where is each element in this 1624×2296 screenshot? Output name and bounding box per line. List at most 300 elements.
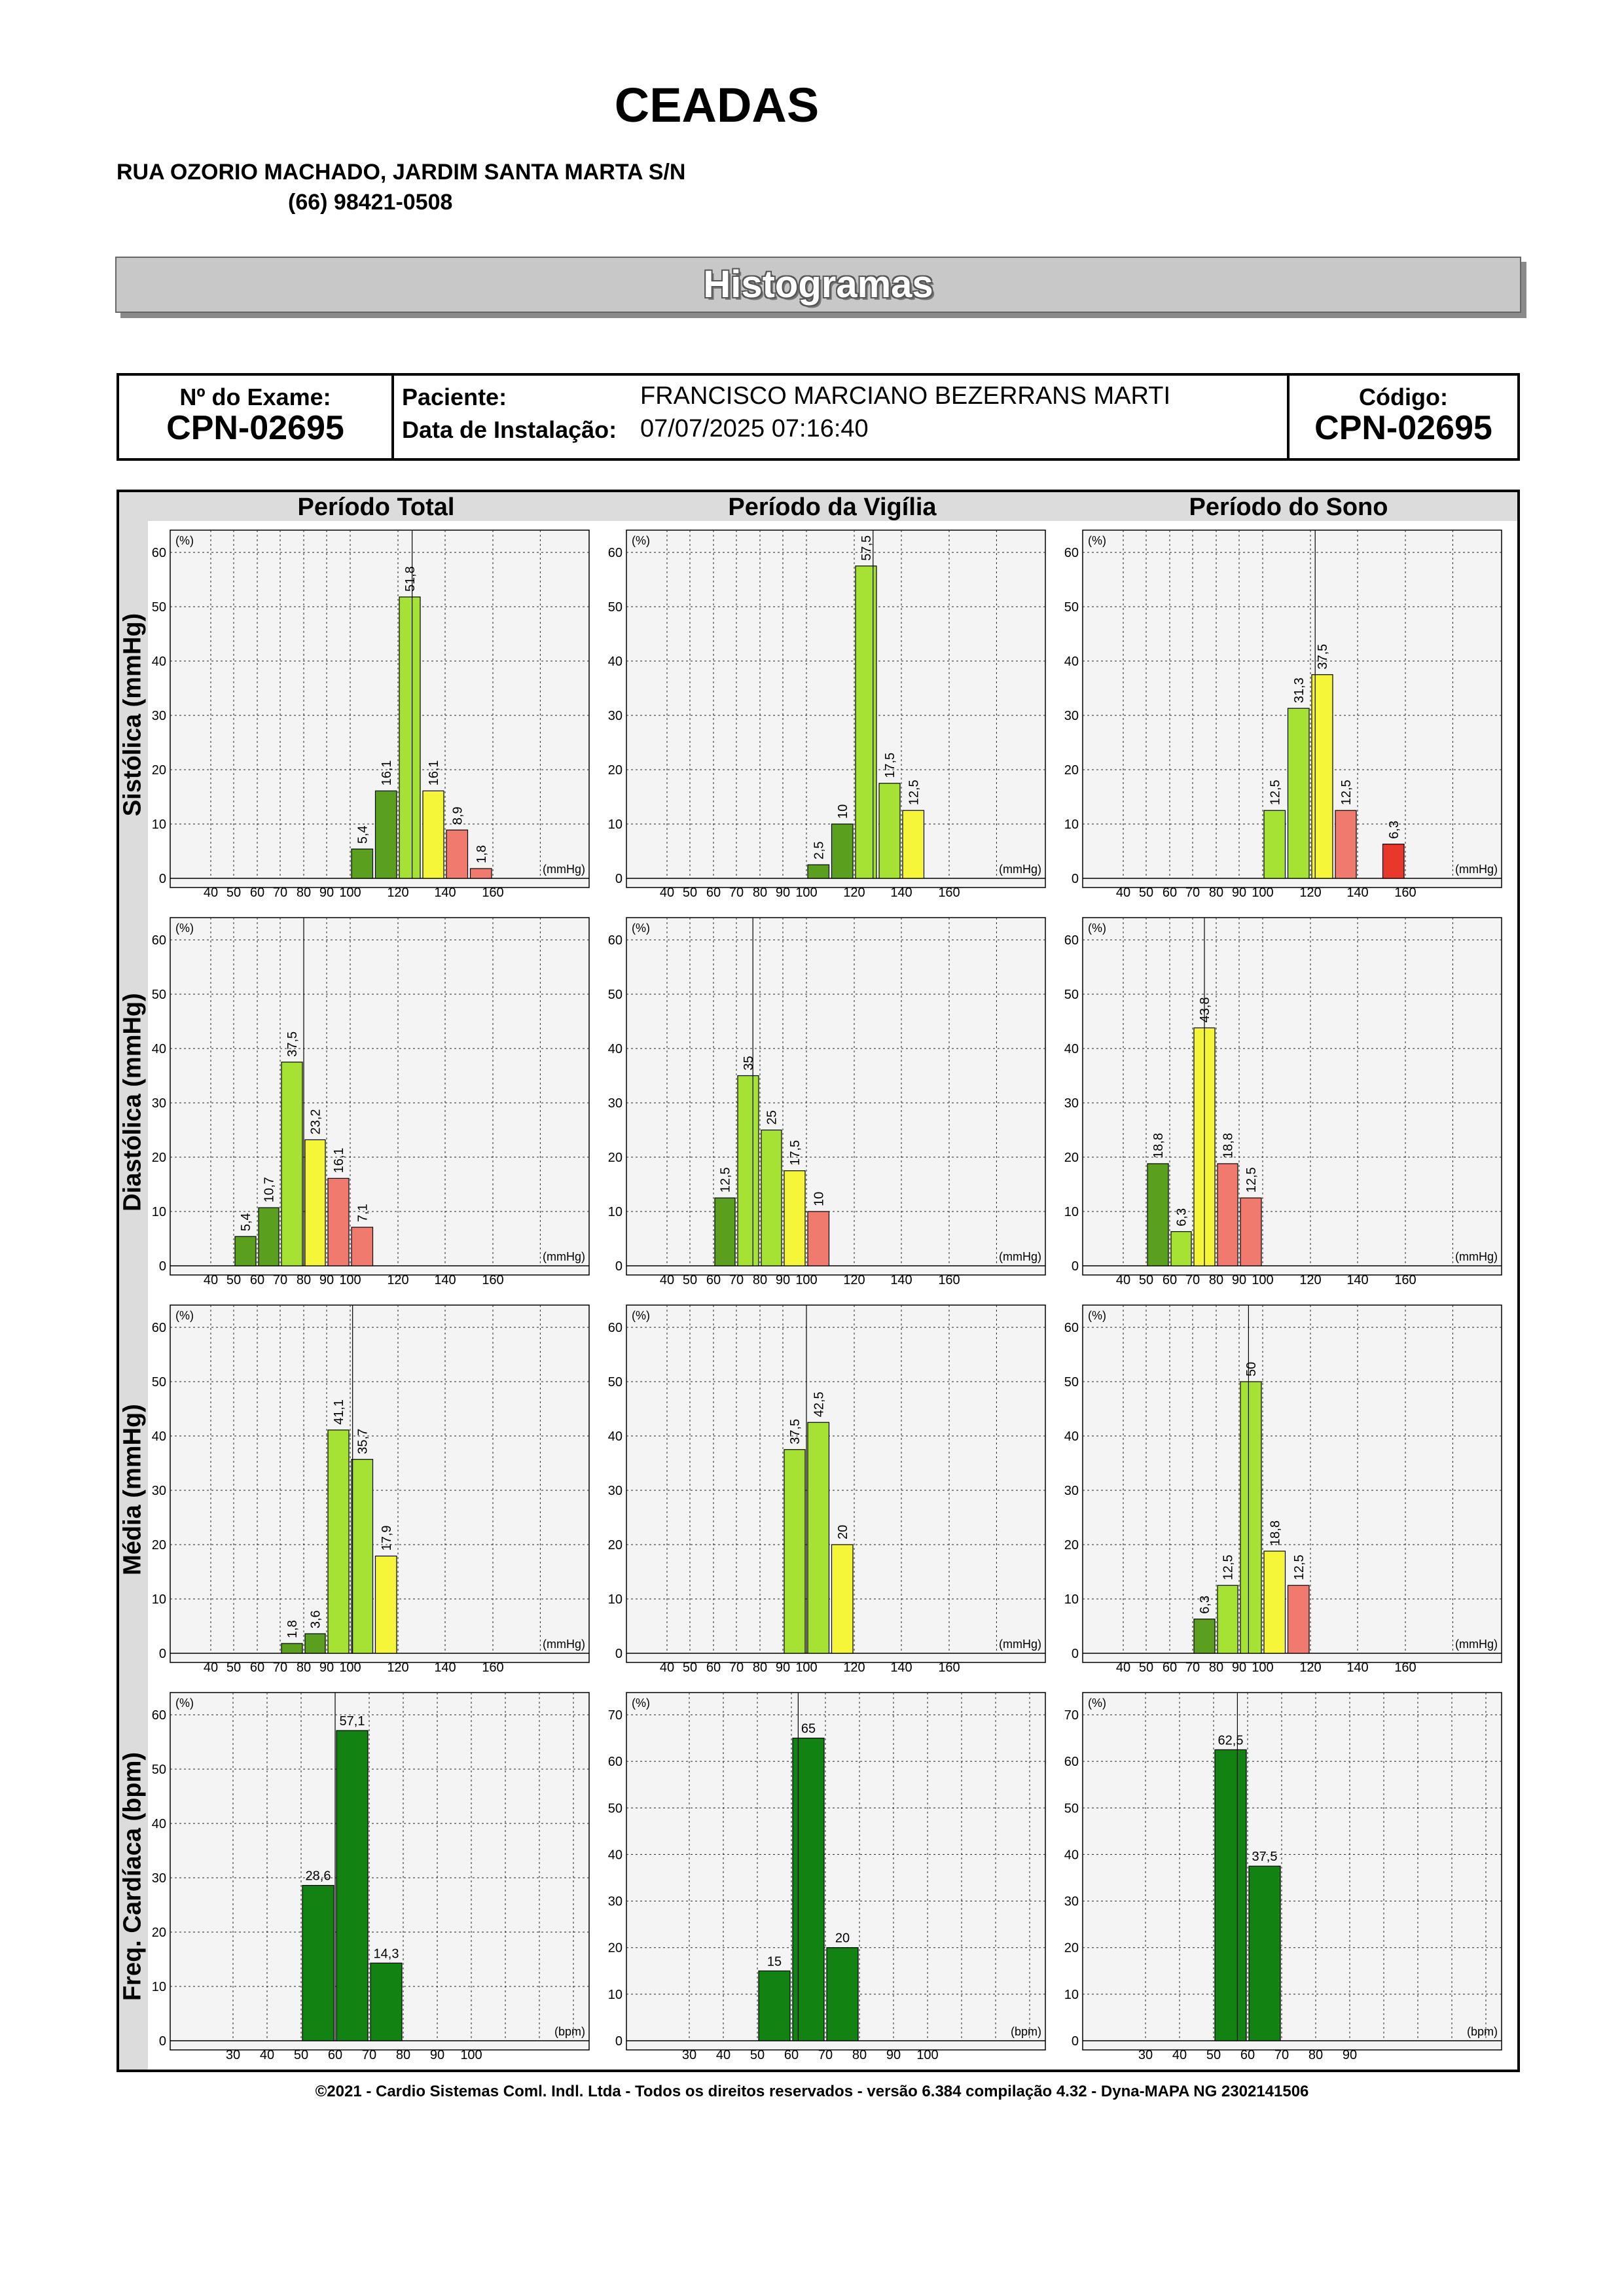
histogram-bar <box>302 1886 334 2041</box>
x-tick-label: 90 <box>775 886 791 900</box>
x-tick-label: 40 <box>1115 1273 1131 1287</box>
clinic-name: CEADAS <box>614 78 820 132</box>
y-tick-label: 10 <box>607 1205 623 1219</box>
y-tick-label: 40 <box>151 1429 166 1444</box>
y-tick-label: 70 <box>1064 1708 1079 1723</box>
info-divider <box>391 376 394 458</box>
bar-value-label: 20 <box>835 1931 850 1946</box>
row-title-freq-cardiaca: Freq. Cardíaca (bpm) <box>118 1751 147 2001</box>
bar-value-label: 12,5 <box>1339 780 1354 806</box>
y-tick-label: 50 <box>607 988 623 1002</box>
section-banner <box>115 257 1521 313</box>
bar-value-label: 62,5 <box>1218 1733 1244 1748</box>
y-tick-label: 20 <box>151 763 166 778</box>
x-tick-label: 70 <box>1274 2048 1290 2062</box>
histogram-bar <box>1240 1198 1261 1266</box>
x-tick-label: 50 <box>682 886 698 900</box>
y-unit-label: (%) <box>175 1696 194 1710</box>
y-tick-label: 10 <box>607 817 623 832</box>
bar-value-label: 6,3 <box>1198 1595 1212 1614</box>
histogram-bar <box>759 1971 790 2041</box>
x-unit-label: (mmHg) <box>999 863 1041 876</box>
y-tick-label: 40 <box>151 655 166 669</box>
x-tick-label: 160 <box>938 1273 960 1287</box>
x-tick-label: 100 <box>1252 886 1274 900</box>
patient-name: FRANCISCO MARCIANO BEZERRANS MARTI <box>640 382 1171 410</box>
x-tick-label: 70 <box>729 1660 744 1675</box>
histogram-bar <box>1240 1382 1261 1653</box>
x-tick-label: 70 <box>272 1273 288 1287</box>
histogram-bar <box>793 1738 824 2041</box>
histogram-bar <box>305 1139 325 1266</box>
histogram-4 <box>604 908 1060 1296</box>
y-tick-label: 10 <box>151 817 166 832</box>
y-tick-label: 20 <box>607 763 623 778</box>
x-tick-label: 160 <box>938 886 960 900</box>
x-tick-label: 120 <box>1299 1660 1322 1675</box>
x-tick-label: 90 <box>319 886 334 900</box>
x-tick-label: 120 <box>387 1660 409 1675</box>
y-unit-label: (%) <box>1088 1696 1106 1710</box>
x-tick-label: 40 <box>259 2048 275 2062</box>
x-tick-label: 70 <box>272 886 288 900</box>
x-tick-label: 70 <box>272 1660 288 1675</box>
y-tick-label: 0 <box>615 1647 623 1661</box>
exam-number-label: Nº do Exame: <box>179 384 331 410</box>
histogram-5 <box>1060 908 1517 1296</box>
histogram-bar <box>808 1211 829 1266</box>
y-tick-label: 20 <box>151 1538 166 1552</box>
y-tick-label: 30 <box>607 709 623 723</box>
y-tick-label: 30 <box>607 1096 623 1111</box>
x-tick-label: 100 <box>339 886 361 900</box>
bar-value-label: 20 <box>835 1524 850 1539</box>
bar-value-label: 1,8 <box>285 1620 300 1639</box>
y-tick-label: 70 <box>607 1708 623 1723</box>
y-tick-label: 0 <box>158 1647 166 1661</box>
exam-number: CPN-02695 <box>166 409 344 447</box>
x-tick-label: 90 <box>1231 1660 1247 1675</box>
y-tick-label: 10 <box>607 1592 623 1607</box>
x-tick-label: 30 <box>681 2048 697 2062</box>
install-date: 07/07/2025 07:16:40 <box>640 415 869 442</box>
x-tick-label: 80 <box>752 886 768 900</box>
y-tick-label: 10 <box>607 1987 623 2002</box>
bar-value-label: 12,5 <box>718 1167 733 1193</box>
x-tick-label: 140 <box>1346 1273 1369 1287</box>
x-tick-label: 140 <box>434 1660 456 1675</box>
x-tick-label: 80 <box>395 2048 411 2062</box>
x-tick-label: 90 <box>886 2048 901 2062</box>
y-tick-label: 60 <box>151 1321 166 1335</box>
histogram-bar <box>784 1450 805 1653</box>
x-tick-label: 50 <box>293 2048 309 2062</box>
bar-value-label: 12,5 <box>1221 1554 1236 1581</box>
x-tick-label: 50 <box>749 2048 765 2062</box>
y-tick-label: 20 <box>1064 763 1079 778</box>
x-tick-label: 40 <box>715 2048 731 2062</box>
histogram-3 <box>148 908 604 1296</box>
y-tick-label: 40 <box>607 655 623 669</box>
y-tick-label: 30 <box>607 1894 623 1909</box>
histogram-bar <box>328 1430 349 1653</box>
bar-value-label: 1,8 <box>474 845 489 864</box>
histogram-bar <box>328 1178 349 1266</box>
y-tick-label: 60 <box>607 546 623 560</box>
x-tick-label: 80 <box>852 2048 867 2062</box>
x-tick-label: 120 <box>843 1273 865 1287</box>
bar-value-label: 16,1 <box>332 1147 346 1174</box>
histogram-bar <box>370 1963 402 2041</box>
y-tick-label: 10 <box>151 1205 166 1219</box>
x-tick-label: 100 <box>339 1660 361 1675</box>
x-tick-label: 40 <box>1115 886 1131 900</box>
y-unit-label: (%) <box>632 922 650 935</box>
y-tick-label: 60 <box>151 1708 166 1723</box>
histogram-10 <box>604 1683 1060 2071</box>
histogram-8 <box>1060 1296 1517 1683</box>
x-tick-label: 70 <box>1185 886 1200 900</box>
x-tick-label: 50 <box>682 1273 698 1287</box>
code-value: CPN-02695 <box>1314 409 1492 447</box>
bar-value-label: 50 <box>1244 1361 1259 1376</box>
x-tick-label: 160 <box>482 886 504 900</box>
y-tick-label: 50 <box>1064 1375 1079 1390</box>
y-tick-label: 40 <box>1064 655 1079 669</box>
x-unit-label: (bpm) <box>1466 2025 1498 2038</box>
bar-value-label: 16,1 <box>427 760 441 786</box>
x-unit-label: (mmHg) <box>543 1250 585 1263</box>
y-tick-label: 0 <box>158 2034 166 2049</box>
y-tick-label: 30 <box>1064 709 1079 723</box>
x-tick-label: 90 <box>319 1660 334 1675</box>
x-tick-label: 120 <box>387 886 409 900</box>
row-title-sistolica: Sistólica (mmHg) <box>118 613 147 817</box>
x-tick-label: 140 <box>890 886 912 900</box>
bar-value-label: 37,5 <box>285 1031 300 1057</box>
y-tick-label: 20 <box>607 1151 623 1165</box>
histogram-bar <box>446 830 468 878</box>
y-tick-label: 10 <box>151 1592 166 1607</box>
y-tick-label: 40 <box>607 1429 623 1444</box>
histogram-bar <box>808 1422 829 1653</box>
y-tick-label: 10 <box>1064 1205 1079 1219</box>
histogram-11 <box>1060 1683 1517 2071</box>
column-title-sono: Período do Sono <box>1189 493 1388 521</box>
x-tick-label: 50 <box>226 1273 242 1287</box>
histogram-bar <box>1171 1232 1191 1266</box>
bar-value-label: 37,5 <box>1316 643 1330 670</box>
x-tick-label: 70 <box>1185 1660 1200 1675</box>
clinic-address: RUA OZORIO MACHADO, JARDIM SANTA MARTA S/N <box>117 160 686 185</box>
x-tick-label: 80 <box>296 886 312 900</box>
x-tick-label: 100 <box>795 886 818 900</box>
histogram-1 <box>604 521 1060 908</box>
x-tick-label: 60 <box>1240 2048 1255 2062</box>
bar-value-label: 17,9 <box>379 1525 394 1551</box>
y-tick-label: 20 <box>607 1538 623 1552</box>
y-tick-label: 60 <box>1064 546 1079 560</box>
x-tick-label: 160 <box>938 1660 960 1675</box>
bar-value-label: 28,6 <box>305 1869 331 1884</box>
bar-value-label: 37,5 <box>1252 1850 1278 1865</box>
y-tick-label: 50 <box>151 1763 166 1777</box>
histogram-bar <box>235 1236 256 1266</box>
y-tick-label: 0 <box>1071 872 1079 886</box>
x-tick-label: 40 <box>659 1273 675 1287</box>
y-tick-label: 10 <box>151 1980 166 1994</box>
code-label: Código: <box>1359 384 1448 410</box>
y-unit-label: (%) <box>632 1696 650 1710</box>
histogram-bar <box>399 597 420 878</box>
histogram-bar <box>832 824 854 878</box>
y-tick-label: 20 <box>1064 1151 1079 1165</box>
x-tick-label: 160 <box>1394 1273 1416 1287</box>
row-title-diastolica: Diastólica (mmHg) <box>118 993 147 1211</box>
x-tick-label: 90 <box>1342 2048 1358 2062</box>
y-tick-label: 60 <box>1064 1755 1079 1770</box>
y-tick-label: 40 <box>607 1042 623 1056</box>
bar-value-label: 23,2 <box>308 1109 323 1135</box>
x-tick-label: 120 <box>1299 886 1322 900</box>
y-unit-label: (%) <box>1088 922 1106 935</box>
x-unit-label: (bpm) <box>1010 2025 1041 2038</box>
x-tick-label: 60 <box>249 1660 265 1675</box>
x-tick-label: 140 <box>434 886 456 900</box>
y-tick-label: 60 <box>607 933 623 948</box>
y-unit-label: (%) <box>632 534 650 547</box>
x-tick-label: 100 <box>460 2048 482 2062</box>
y-tick-label: 0 <box>1071 1259 1079 1274</box>
x-tick-label: 50 <box>226 1660 242 1675</box>
histogram-bar <box>281 1643 302 1653</box>
y-tick-label: 20 <box>607 1941 623 1956</box>
x-tick-label: 60 <box>706 1660 721 1675</box>
histogram-bar <box>471 869 492 878</box>
x-tick-label: 100 <box>339 1273 361 1287</box>
x-tick-label: 60 <box>706 1273 721 1287</box>
histogram-bar <box>1147 1164 1168 1266</box>
x-tick-label: 140 <box>434 1273 456 1287</box>
x-tick-label: 60 <box>1162 1660 1178 1675</box>
y-tick-label: 30 <box>151 1096 166 1111</box>
x-unit-label: (mmHg) <box>543 1638 585 1651</box>
histogram-bar <box>376 1556 397 1653</box>
histogram-bar <box>259 1208 279 1266</box>
x-tick-label: 90 <box>1231 886 1247 900</box>
histogram-bar <box>352 849 373 878</box>
y-unit-label: (%) <box>1088 1309 1106 1322</box>
y-tick-label: 20 <box>1064 1538 1079 1552</box>
x-tick-label: 140 <box>1346 886 1369 900</box>
x-unit-label: (bpm) <box>554 2025 585 2038</box>
y-tick-label: 0 <box>1071 2034 1079 2049</box>
y-tick-label: 30 <box>1064 1484 1079 1498</box>
bar-value-label: 10,7 <box>262 1177 277 1203</box>
histogram-bar <box>352 1460 373 1653</box>
y-tick-label: 10 <box>1064 1592 1079 1607</box>
y-tick-label: 0 <box>615 872 623 886</box>
y-tick-label: 30 <box>151 709 166 723</box>
y-unit-label: (%) <box>175 534 194 547</box>
bar-value-label: 14,3 <box>373 1946 399 1962</box>
x-tick-label: 70 <box>729 886 744 900</box>
x-tick-label: 60 <box>784 2048 799 2062</box>
bar-value-label: 12,5 <box>1268 780 1283 806</box>
histogram-bar <box>1218 1164 1238 1266</box>
histogram-6 <box>148 1296 604 1683</box>
y-tick-label: 60 <box>1064 1321 1079 1335</box>
x-tick-label: 60 <box>327 2048 343 2062</box>
histogram-bar <box>1335 810 1356 878</box>
x-tick-label: 100 <box>795 1273 818 1287</box>
histogram-bar <box>1194 1619 1215 1653</box>
bar-value-label: 35 <box>742 1056 756 1071</box>
x-tick-label: 40 <box>659 886 675 900</box>
histogram-bar <box>808 865 829 878</box>
y-tick-label: 50 <box>1064 1801 1079 1816</box>
x-tick-label: 50 <box>226 886 242 900</box>
x-tick-label: 40 <box>203 1273 219 1287</box>
x-tick-label: 100 <box>795 1660 818 1675</box>
y-tick-label: 0 <box>158 1259 166 1274</box>
histogram-bar <box>1288 708 1310 878</box>
bar-value-label: 51,8 <box>403 566 418 592</box>
histogram-bar <box>1218 1585 1238 1653</box>
histogram-0 <box>148 521 604 908</box>
x-tick-label: 120 <box>1299 1273 1322 1287</box>
bar-value-label: 57,5 <box>859 535 874 561</box>
y-tick-label: 50 <box>1064 600 1079 615</box>
x-tick-label: 70 <box>818 2048 833 2062</box>
y-tick-label: 0 <box>1071 1647 1079 1661</box>
x-tick-label: 40 <box>1115 1660 1131 1675</box>
bar-value-label: 42,5 <box>812 1391 827 1418</box>
bar-value-label: 10 <box>812 1191 827 1206</box>
x-tick-label: 120 <box>387 1273 409 1287</box>
bar-value-label: 12,5 <box>1244 1167 1259 1193</box>
x-tick-label: 160 <box>1394 1660 1416 1675</box>
y-tick-label: 40 <box>607 1848 623 1863</box>
x-tick-label: 60 <box>1162 886 1178 900</box>
x-tick-label: 60 <box>249 1273 265 1287</box>
x-unit-label: (mmHg) <box>999 1638 1041 1651</box>
y-tick-label: 60 <box>1064 933 1079 948</box>
clinic-phone: (66) 98421-0508 <box>288 190 453 215</box>
histogram-bar <box>738 1076 759 1266</box>
y-tick-label: 50 <box>607 1801 623 1816</box>
bar-value-label: 18,8 <box>1221 1133 1236 1158</box>
y-tick-label: 40 <box>1064 1848 1079 1863</box>
y-tick-label: 20 <box>151 1926 166 1940</box>
x-tick-label: 80 <box>296 1660 312 1675</box>
y-tick-label: 20 <box>1064 1941 1079 1956</box>
histogram-bar <box>1215 1749 1246 2041</box>
bar-value-label: 17,5 <box>788 1139 803 1166</box>
bar-value-label: 25 <box>765 1110 780 1125</box>
histogram-bar <box>1249 1866 1280 2041</box>
patient-label: Paciente: <box>402 384 507 410</box>
x-tick-label: 90 <box>319 1273 334 1287</box>
histogram-bar <box>879 783 900 878</box>
y-tick-label: 50 <box>607 1375 623 1390</box>
exam-info-box <box>117 373 1520 461</box>
y-tick-label: 60 <box>607 1321 623 1335</box>
y-tick-label: 30 <box>1064 1096 1079 1111</box>
y-tick-label: 30 <box>151 1871 166 1886</box>
footer-copyright: ©2021 - Cardio Sistemas Coml. Indl. Ltda - Todos os direitos reservados - versão 6.384 compilação 4.32 - Dyna-MAPA NG 2302141506 <box>315 2083 1309 2100</box>
y-tick-label: 40 <box>151 1817 166 1831</box>
y-unit-label: (%) <box>175 1309 194 1322</box>
x-tick-label: 40 <box>203 1660 219 1675</box>
x-tick-label: 140 <box>1346 1660 1369 1675</box>
y-tick-label: 0 <box>615 2034 623 2049</box>
histogram-bar <box>423 791 444 878</box>
x-tick-label: 140 <box>890 1273 912 1287</box>
histogram-2 <box>1060 521 1517 908</box>
histogram-bar <box>832 1545 854 1653</box>
histogram-bar <box>761 1130 782 1266</box>
x-tick-label: 140 <box>890 1660 912 1675</box>
y-tick-label: 50 <box>151 988 166 1002</box>
x-tick-label: 100 <box>916 2048 939 2062</box>
bar-value-label: 12,5 <box>1291 1554 1307 1581</box>
histogram-bar <box>376 791 397 878</box>
y-tick-label: 50 <box>151 1375 166 1390</box>
x-tick-label: 40 <box>659 1660 675 1675</box>
x-tick-label: 160 <box>482 1660 504 1675</box>
y-tick-label: 50 <box>607 600 623 615</box>
bar-value-label: 41,1 <box>332 1399 346 1425</box>
x-tick-label: 120 <box>843 886 865 900</box>
x-tick-label: 90 <box>775 1273 791 1287</box>
y-tick-label: 60 <box>151 546 166 560</box>
y-tick-label: 50 <box>1064 988 1079 1002</box>
x-tick-label: 40 <box>203 886 219 900</box>
x-tick-label: 50 <box>1138 886 1154 900</box>
plot-area <box>170 918 589 1275</box>
y-tick-label: 10 <box>1064 817 1079 832</box>
x-tick-label: 40 <box>1172 2048 1187 2062</box>
y-tick-label: 40 <box>1064 1429 1079 1444</box>
bar-value-label: 16,1 <box>379 760 394 786</box>
x-tick-label: 50 <box>682 1660 698 1675</box>
bar-value-label: 5,4 <box>239 1213 253 1232</box>
histogram-bar <box>281 1062 302 1266</box>
y-tick-label: 0 <box>158 872 166 886</box>
x-tick-label: 160 <box>482 1273 504 1287</box>
x-tick-label: 60 <box>249 886 265 900</box>
histogram-bar <box>1264 1551 1286 1653</box>
bar-value-label: 7,1 <box>355 1204 370 1223</box>
x-unit-label: (mmHg) <box>1455 1638 1498 1651</box>
y-tick-label: 10 <box>1064 1987 1079 2002</box>
bar-value-label: 12,5 <box>907 780 922 806</box>
bar-value-label: 18,8 <box>1151 1133 1166 1158</box>
bar-value-label: 65 <box>801 1721 816 1736</box>
x-tick-label: 60 <box>706 886 721 900</box>
x-tick-label: 80 <box>1208 886 1224 900</box>
x-unit-label: (mmHg) <box>1455 863 1498 876</box>
x-unit-label: (mmHg) <box>1455 1250 1498 1263</box>
x-tick-label: 80 <box>1308 2048 1324 2062</box>
y-tick-label: 40 <box>151 1042 166 1056</box>
install-date-label: Data de Instalação: <box>402 416 617 443</box>
x-tick-label: 90 <box>775 1660 791 1675</box>
x-tick-label: 100 <box>1252 1660 1274 1675</box>
x-tick-label: 50 <box>1206 2048 1221 2062</box>
y-tick-label: 0 <box>615 1259 623 1274</box>
